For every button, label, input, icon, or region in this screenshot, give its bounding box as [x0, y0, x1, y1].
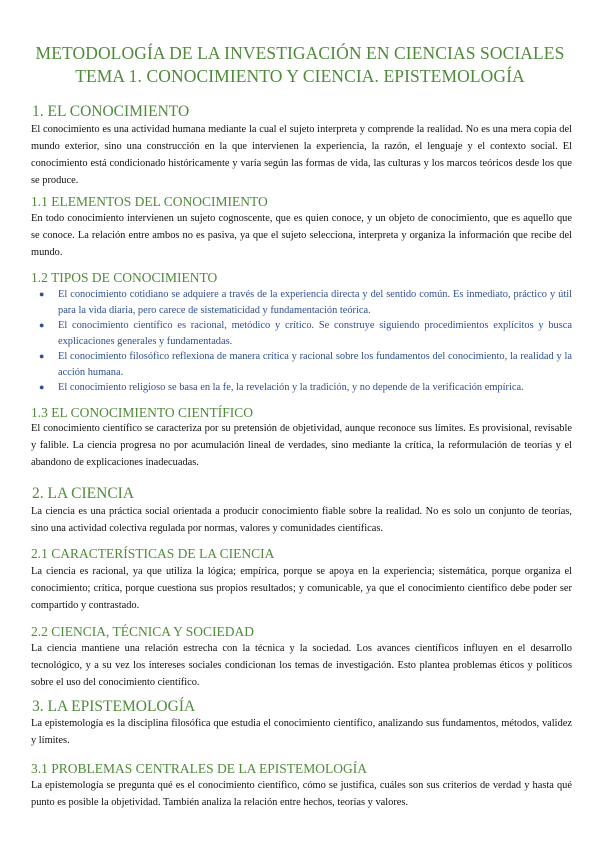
document-title-line-2: TEMA 1. CONOCIMIENTO Y CIENCIA. EPISTEMOLOGÍA	[75, 66, 525, 86]
section-2-2-heading: 2.2 CIENCIA, TÉCNICA Y SOCIEDAD	[31, 624, 255, 639]
list-item-text: El conocimiento religioso se basa en la fe, la revelación y la tradición, y no depende de la verificación empírica.	[58, 382, 524, 393]
section-3-1-text: La epistemología se pregunta qué es el conocimiento científico, cómo se justifica, cuáles son sus criterios de verdad y hasta qué punto es posible la objetividad. También analiza la relación entre hechos, teorías y valores.	[31, 780, 572, 808]
knowledge-types-list	[31, 287, 572, 396]
section-1-1-heading: 1.1 ELEMENTOS DEL CONOCIMIENTO	[31, 194, 268, 209]
list-item	[31, 380, 572, 396]
bullet-icon: ●	[39, 351, 45, 361]
section-2-text: La ciencia es una práctica social orientada a producir conocimiento fiable sobre la realidad. No es solo un conjunto de teorías, sino una actividad colectiva regulada por normas, valores y comunidades científicas.	[31, 506, 572, 534]
section-1-3-text: El conocimiento científico se caracteriza por su pretensión de objetividad, aunque reconoce sus límites. Es provisional, revisable y falible. La ciencia progresa no por acumulación lineal de verdades, sino mediante la crítica, la reformulación de teorías y el abandono de explicaciones inadecuadas.	[31, 423, 572, 468]
section-1-text: El conocimiento es una actividad humana mediante la cual el sujeto interpreta y comprende la realidad. No es una mera copia del mundo exterior, sino una construcción en la que intervienen la experiencia, la razón, el lenguaje y el contexto social. El conocimiento está condicionado históricamente y varía según las formas de vida, las culturas y los marcos teóricos desde los que se produce.	[31, 124, 572, 186]
bullet-icon: ●	[39, 382, 45, 392]
section-2-2-text: La ciencia mantiene una relación estrecha con la técnica y la sociedad. Los avances científicos influyen en el desarrollo tecnológico, y a su vez los intereses sociales condicionan los temas de investigación. Esto plantea problemas éticos y políticos sobre el uso del conocimiento científico.	[31, 643, 572, 688]
list-item	[31, 318, 572, 349]
bullet-icon: ●	[39, 289, 45, 299]
list-item-text: El conocimiento científico es racional, metódico y crítico. Se construye siguiendo procedimientos explícitos y busca explicaciones generales y fundamentadas.	[58, 320, 572, 347]
section-3-text: La epistemología es la disciplina filosófica que estudia el conocimiento científico, analizando sus fundamentos, métodos, validez y límites.	[31, 718, 572, 746]
section-2-heading: 2. LA CIENCIA	[32, 485, 135, 502]
section-3-heading: 3. LA EPISTEMOLOGÍA	[32, 698, 196, 715]
section-1-heading: 1. EL CONOCIMIENTO	[32, 103, 190, 120]
section-1-1-text: En todo conocimiento intervienen un sujeto cognoscente, que es quien conoce, y un objeto de conocimiento, que es aquello que se conoce. La relación entre ambos no es pasiva, ya que el sujeto selecciona, interpreta y organiza la información que recibe del mundo.	[31, 213, 572, 258]
list-item-text: El conocimiento filosófico reflexiona de manera crítica y racional sobre los fundamentos del conocimiento, la realidad y la acción humana.	[58, 351, 572, 378]
bullet-icon: ●	[39, 320, 45, 330]
list-item	[31, 287, 572, 318]
section-1-3-heading: 1.3 EL CONOCIMIENTO CIENTÍFICO	[31, 405, 253, 420]
document-title-line-1: METODOLOGÍA DE LA INVESTIGACIÓN EN CIENCIAS SOCIALES	[35, 43, 565, 63]
section-3-1-heading: 3.1 PROBLEMAS CENTRALES DE LA EPISTEMOLOGÍA	[31, 761, 368, 776]
section-1-2-heading: 1.2 TIPOS DE CONOCIMIENTO	[31, 270, 218, 285]
section-2-1-text: La ciencia es racional, ya que utiliza la lógica; empírica, porque se apoya en la experiencia; sistemática, porque organiza el conocimiento; crítica, porque cuestiona sus propios resultados; y comunicable, ya que el conocimiento científico debe poder ser compartido y contrastado.	[31, 566, 572, 611]
section-2-1-heading: 2.1 CARACTERÍSTICAS DE LA CIENCIA	[31, 546, 275, 561]
list-item	[31, 349, 572, 380]
list-item-text: El conocimiento cotidiano se adquiere a través de la experiencia directa y del sentido común. Es inmediato, práctico y útil para la vida diaria, pero carece de sistematicidad y fundamentación teórica.	[58, 289, 572, 316]
